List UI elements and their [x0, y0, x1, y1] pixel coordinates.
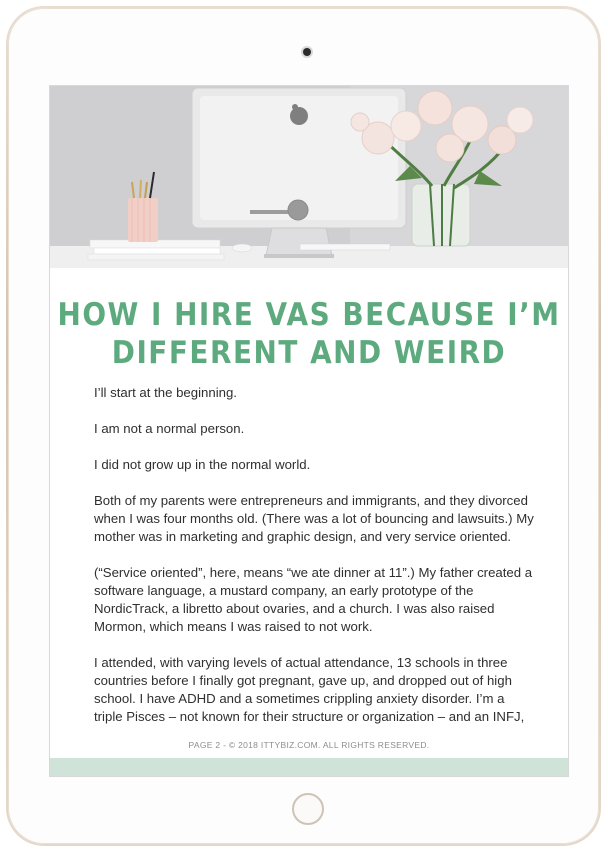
- footer-band: [50, 758, 568, 776]
- ipad-frame: [6, 6, 601, 846]
- title-line-1: HOW I HIRE VAS BECAUSE I’M: [57, 297, 561, 333]
- desk-scene-illustration: [50, 86, 568, 268]
- hero-image: [50, 86, 568, 268]
- paragraph: Both of my parents were entrepreneurs and immigrants, and they divorced when I was four months old. (There was a lot of bouncing and lawsuits.) My mother was in marketing and graphic design, and very service oriented.: [94, 493, 534, 544]
- page-title: [50, 296, 568, 372]
- paragraph: I’ll start at the beginning.: [94, 385, 237, 400]
- article-body: [94, 384, 534, 744]
- paragraph: I did not grow up in the normal world.: [94, 457, 311, 472]
- paragraph: (“Service oriented”, here, means “we ate dinner at 11”.) My father created a software language, a mustard company, an early prototype of the NordicTrack, a libretto about ovaries, and a church. I was also raised Mormon, which means I was raised to not work.: [94, 565, 533, 634]
- paragraph: I am not a normal person.: [94, 421, 245, 436]
- page-screen: [50, 86, 568, 776]
- title-line-2: DIFFERENT AND WEIRD: [111, 335, 507, 371]
- camera-icon: [303, 48, 311, 56]
- page-footer: PAGE 2 - © 2018 ITTYBIZ.COM. ALL RIGHTS RESERVED.: [188, 740, 430, 750]
- paragraph: I attended, with varying levels of actual attendance, 13 schools in three countries before I finally got pregnant, gave up, and dropped out of high school. I have ADHD and a sometimes crippling anxiety disorder. I’m a triple Pisces – not known for their structure or organization – and an INFJ,: [94, 655, 525, 724]
- home-button[interactable]: [292, 793, 324, 825]
